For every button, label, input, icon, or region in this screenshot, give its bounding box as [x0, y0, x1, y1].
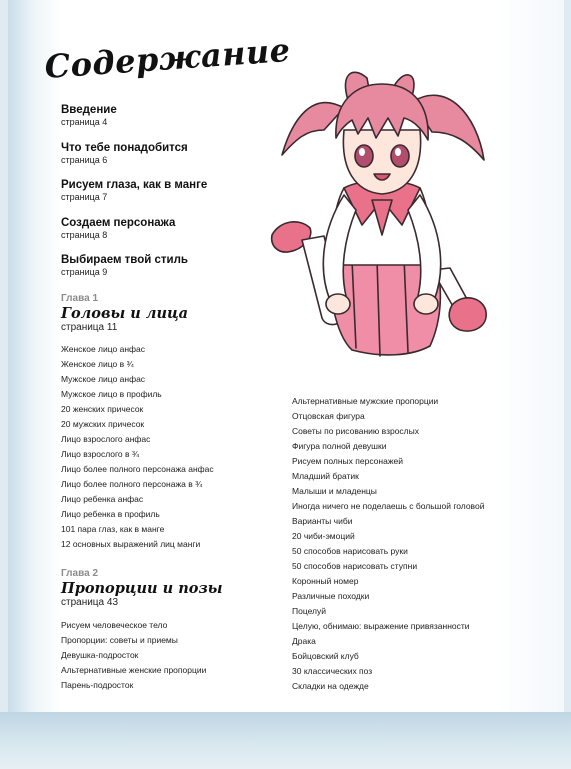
toc-item[interactable]: Отцовская фигура: [292, 411, 365, 421]
toc-item[interactable]: Иногда ничего не поделаешь с большой головой: [292, 501, 485, 511]
chapter-title: Головы и лица: [61, 305, 189, 322]
toc-item[interactable]: Девушка-подросток: [61, 650, 139, 660]
toc-item[interactable]: 20 мужских причесок: [61, 419, 145, 429]
chapter-2-items-right: [292, 394, 542, 694]
toc-item[interactable]: 50 способов нарисовать руки: [292, 546, 408, 556]
toc-entry[interactable]: [61, 104, 281, 142]
toc-entry-page: страница 8: [61, 229, 108, 240]
manga-schoolgirl-illustration: [252, 60, 492, 380]
toc-item[interactable]: Мужское лицо в профиль: [61, 389, 162, 399]
toc-item[interactable]: Рисуем человеческое тело: [61, 620, 168, 630]
toc-item[interactable]: Коронный номер: [292, 576, 359, 586]
toc-item[interactable]: Пропорции: советы и приемы: [61, 635, 178, 645]
toc-item[interactable]: 30 классических поз: [292, 666, 373, 676]
toc-item[interactable]: Лицо взрослого в ¾: [61, 449, 139, 459]
toc-item[interactable]: Лицо более полного персонажа анфас: [61, 464, 214, 474]
toc-item[interactable]: Младший братик: [292, 471, 359, 481]
toc-item[interactable]: Фигура полной девушки: [292, 441, 387, 451]
toc-item[interactable]: Лицо ребенка анфас: [61, 494, 144, 504]
toc-entry-page: страница 7: [61, 192, 108, 202]
page-bottom-band: [0, 712, 571, 769]
chapter-page: страница 11: [61, 322, 118, 333]
toc-item[interactable]: Малыши и младенцы: [292, 486, 377, 496]
toc-entry-title: Что тебе понадобится: [61, 141, 188, 154]
toc-entry-page: страница 6: [61, 154, 108, 165]
toc-item[interactable]: Мужское лицо анфас: [61, 374, 146, 384]
toc-item[interactable]: Альтернативные мужские пропорции: [292, 396, 439, 406]
toc-entry-page: страница 9: [61, 267, 108, 277]
toc-item[interactable]: Парень-подросток: [61, 680, 134, 690]
toc-entry[interactable]: [61, 179, 281, 217]
chapter-label: Глава 1: [61, 293, 99, 304]
toc-item[interactable]: Драка: [292, 636, 316, 646]
toc-item[interactable]: 20 чиби-эмоций: [292, 531, 355, 541]
toc-item[interactable]: 12 основных выражений лиц манги: [61, 539, 201, 549]
page-title: Содержание: [43, 30, 292, 86]
toc-item[interactable]: Альтернативные женские пропорции: [61, 665, 207, 675]
toc-item[interactable]: Рисуем полных персонажей: [292, 456, 403, 466]
toc-item[interactable]: Варианты чиби: [292, 516, 353, 526]
toc-item[interactable]: Складки на одежде: [292, 681, 369, 691]
toc-item[interactable]: 101 пара глаз, как в манге: [61, 524, 165, 534]
chapter-label: Глава 2: [61, 568, 99, 579]
toc-entry-title: Рисуем глаза, как в манге: [61, 179, 208, 191]
chapter-2-items-left: [61, 618, 311, 693]
toc-item[interactable]: Женское лицо в ¾: [61, 359, 134, 369]
toc-entry-title: Введение: [61, 104, 117, 116]
toc-item[interactable]: 50 способов нарисовать ступни: [292, 561, 418, 571]
toc-item[interactable]: Поцелуй: [292, 606, 327, 616]
toc-item[interactable]: Лицо более полного персонажа в ¾: [61, 479, 203, 489]
toc-entry[interactable]: [61, 217, 281, 255]
toc-entry-page: страница 4: [61, 117, 108, 127]
toc-item[interactable]: Целую, обнимаю: выражение привязанности: [292, 621, 470, 631]
toc-item[interactable]: Лицо взрослого анфас: [61, 434, 151, 444]
toc-item[interactable]: Лицо ребенка в профиль: [61, 509, 160, 519]
chapter-2-heading[interactable]: [61, 567, 291, 608]
toc-entry-title: Выбираем твой стиль: [61, 254, 188, 266]
toc-entry[interactable]: [61, 254, 281, 292]
toc-entry[interactable]: [61, 142, 281, 180]
toc-item[interactable]: Женское лицо анфас: [61, 344, 146, 354]
intro-sections: [61, 104, 281, 292]
toc-item[interactable]: Бойцовский клуб: [292, 651, 359, 661]
toc-entry-title: Создаем персонажа: [61, 216, 176, 229]
toc-item[interactable]: Различные походки: [292, 591, 370, 601]
toc-item[interactable]: Советы по рисованию взрослых: [292, 426, 420, 436]
chapter-page: страница 43: [61, 597, 119, 608]
toc-item[interactable]: 20 женских причесок: [61, 404, 144, 414]
chapter-title: Пропорции и позы: [61, 580, 223, 597]
